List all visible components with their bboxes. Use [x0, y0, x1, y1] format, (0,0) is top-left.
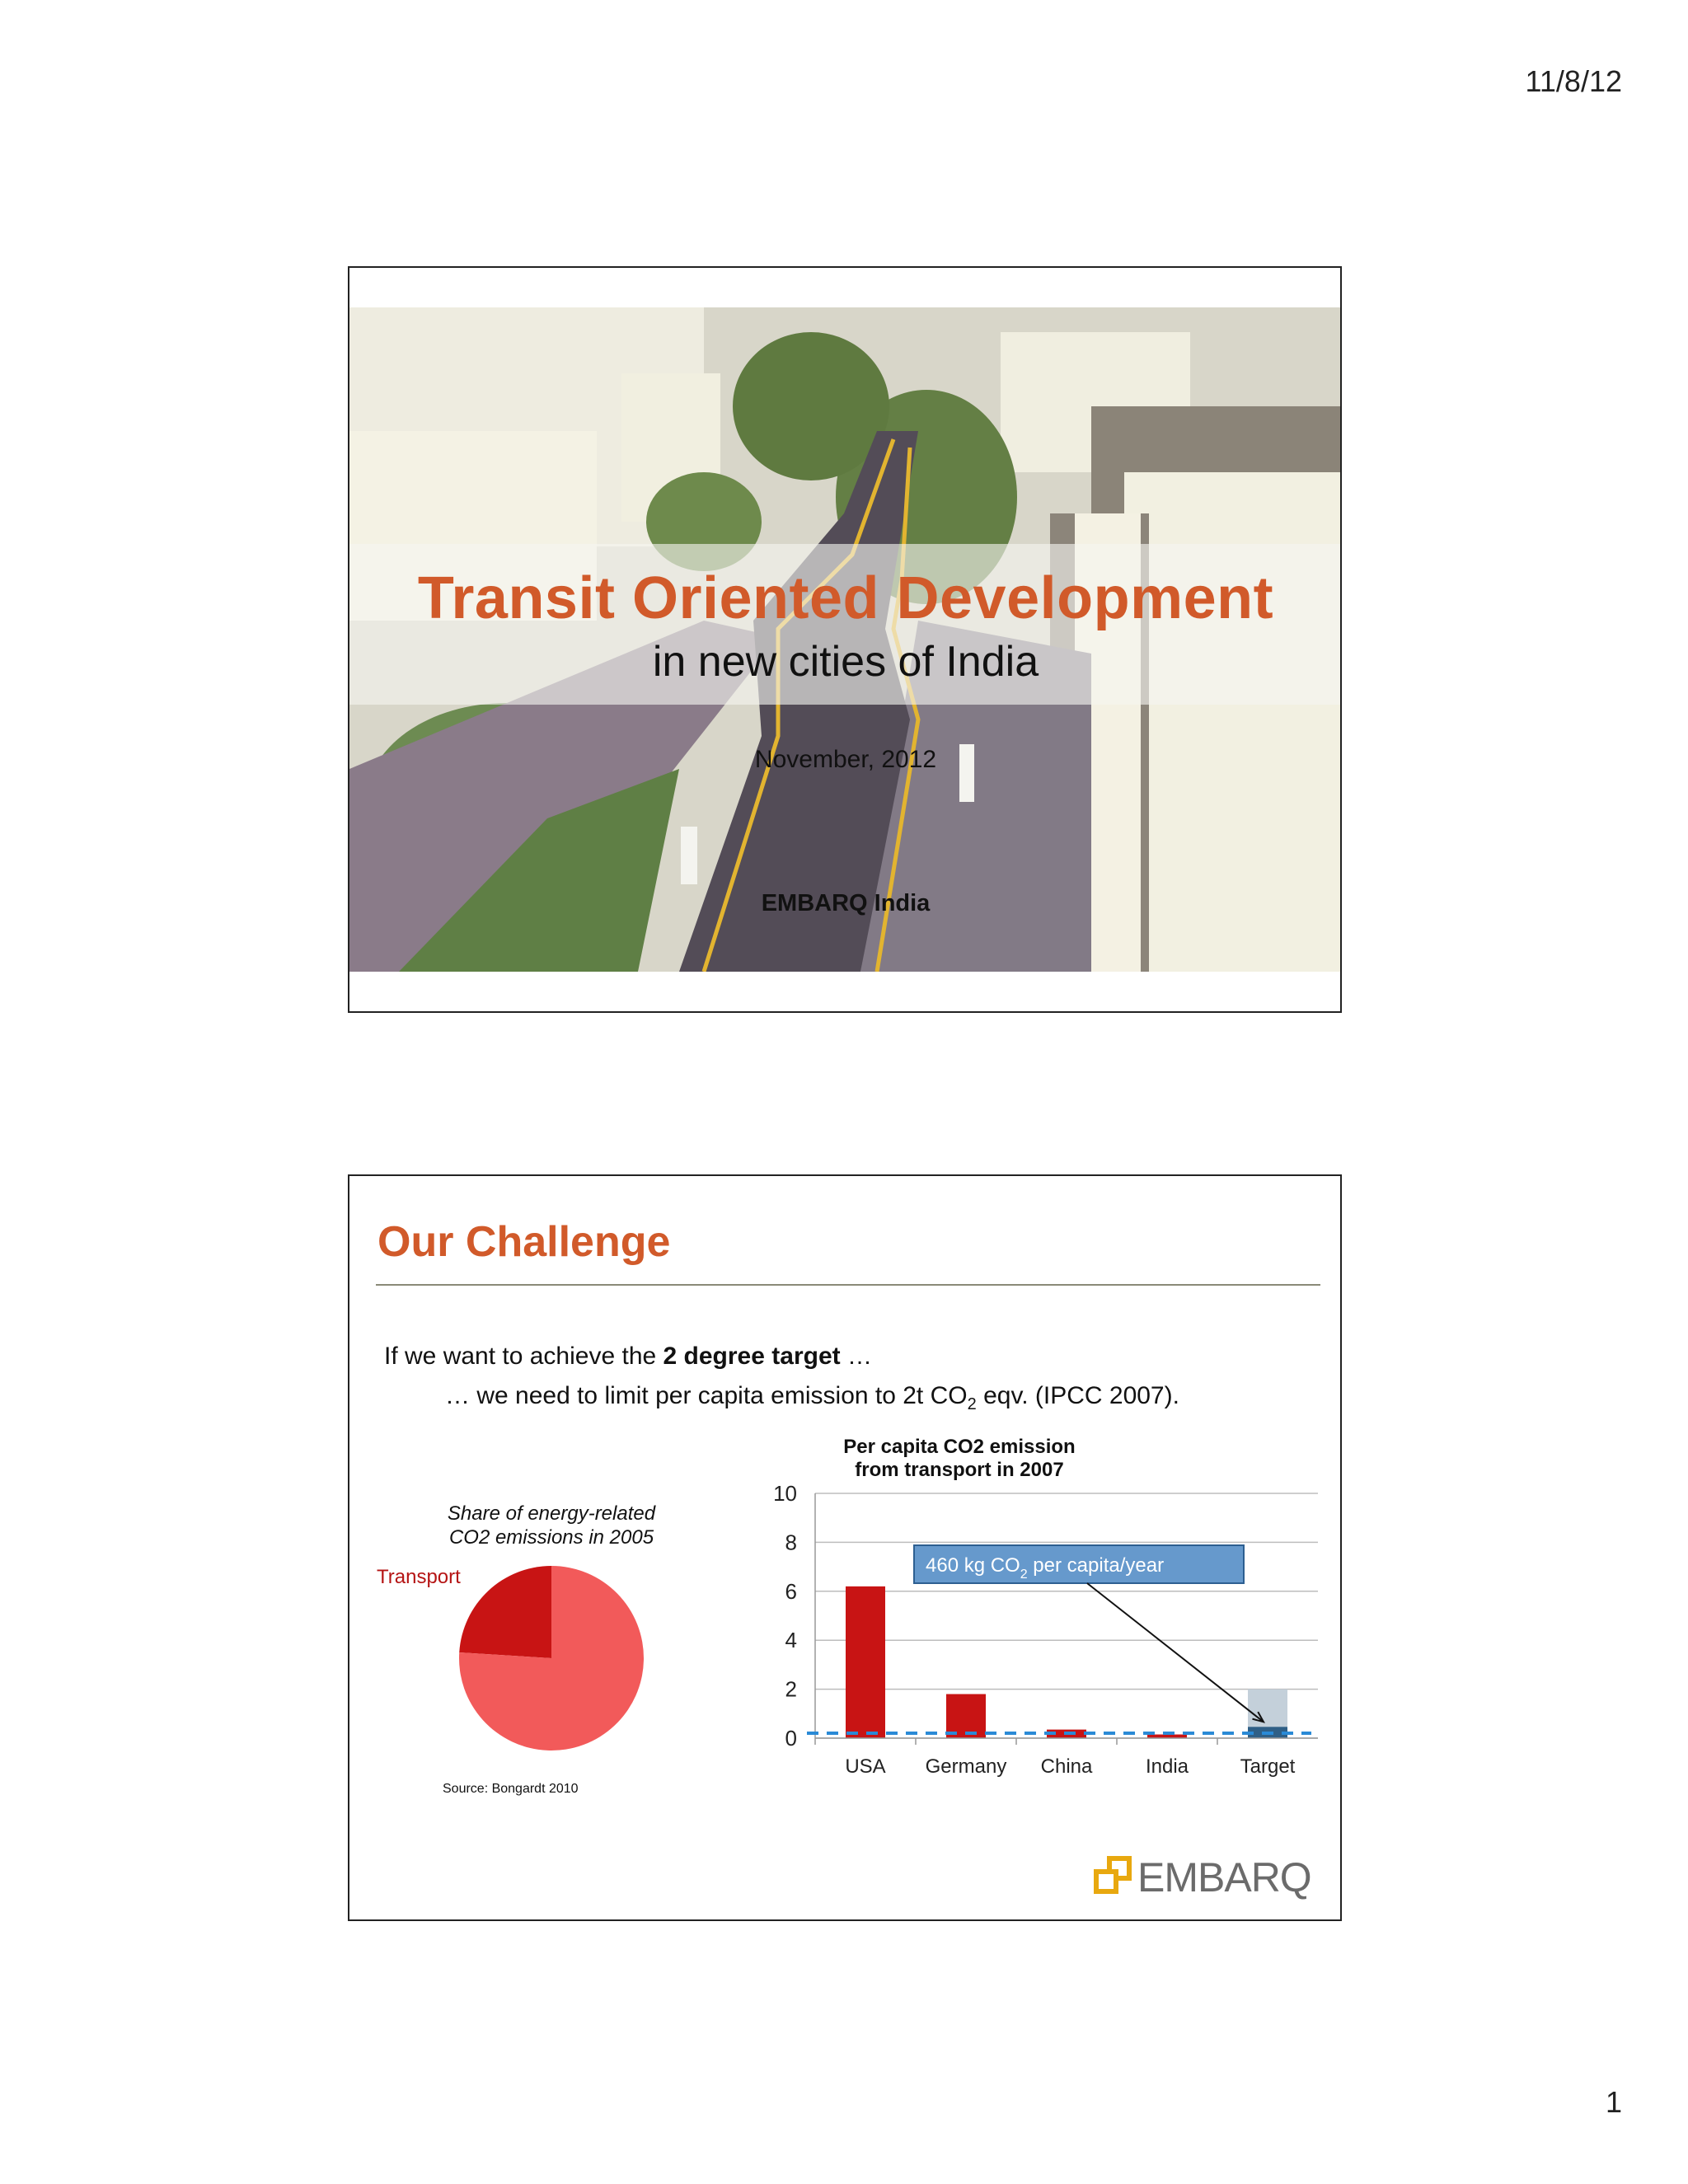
slide-challenge: [348, 1174, 1342, 1921]
statement-1-prefix: If we want to achieve the: [384, 1343, 663, 1370]
y-tick-label: 2: [785, 1676, 797, 1702]
bar-chart: [712, 1481, 1322, 1827]
x-tick-label: India: [1145, 1755, 1189, 1778]
page-number: 1: [1605, 2085, 1622, 2119]
presentation-subtitle: in new cities of India: [652, 638, 1039, 686]
x-tick-label: USA: [845, 1755, 886, 1778]
y-tick-label: 0: [785, 1726, 797, 1750]
y-tick-label: 8: [785, 1530, 797, 1555]
statement-2-prefix: … we need to limit per capita emission to 2t CO: [445, 1382, 968, 1409]
pie-title-line-2: CO2 emissions in 2005: [448, 1526, 654, 1549]
statement-2-suffix: eqv. (IPCC 2007).: [976, 1382, 1179, 1409]
y-tick-label: 10: [773, 1481, 797, 1506]
statement-1-bold: 2 degree target: [663, 1343, 841, 1370]
embarq-logo: [1091, 1852, 1322, 1901]
pie-chart: [457, 1563, 646, 1753]
logo-mark-icon: [1096, 1858, 1129, 1891]
y-tick-label: 4: [785, 1628, 797, 1653]
bar-title-line-1: Per capita CO2 emission: [843, 1436, 1076, 1458]
bar-usa: [846, 1586, 885, 1738]
logo-text: EMBARQ: [1137, 1854, 1311, 1900]
pie-title-line-1: Share of energy-related: [447, 1502, 656, 1525]
presentation-organization: EMBARQ India: [761, 890, 931, 916]
statement-line-2: [445, 1382, 1179, 1414]
x-tick-label: Germany: [925, 1755, 1007, 1778]
slide-title: Our Challenge: [377, 1218, 671, 1266]
bar-title-line-2: from transport in 2007: [855, 1459, 1064, 1481]
x-tick-label: Target: [1240, 1755, 1296, 1778]
pie-slice-label: Transport: [377, 1566, 461, 1588]
callout-arrow: [1087, 1583, 1264, 1722]
statement-line-1: [384, 1343, 872, 1371]
title-divider: [376, 1284, 1320, 1286]
source-note: Source: Bongardt 2010: [443, 1782, 579, 1796]
y-tick-label: 6: [785, 1578, 797, 1604]
bar-chart-title: [803, 1436, 1116, 1482]
x-tick-label: China: [1040, 1755, 1093, 1778]
statement-1-suffix: …: [840, 1343, 872, 1370]
presentation-date: November, 2012: [754, 746, 937, 773]
slide-cover: [348, 266, 1342, 1013]
statement-2-subscript: 2: [967, 1395, 977, 1413]
pie-chart-title: [424, 1502, 679, 1549]
pie-slice-transport: [459, 1566, 551, 1658]
page-date: 11/8/12: [1525, 64, 1622, 98]
bar-germany: [946, 1694, 986, 1738]
callout-text: 460 kg $CO_2$ per capita/year: [926, 1554, 1165, 1582]
presentation-title: Transit Oriented Development: [417, 565, 1274, 631]
